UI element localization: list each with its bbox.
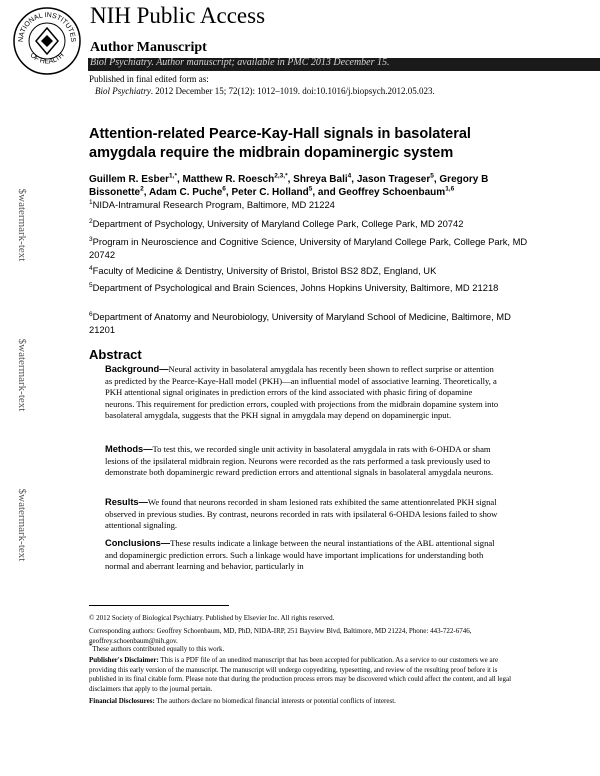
- author: Shreya Bali$^4$,: [293, 172, 357, 185]
- abstract-results: Results—We found that neurons recorded in sham lesioned rats exhibited the same attentionrelated PKH signal observed in previous studies. By contrast, neurons recorded in rats with ipsilateral 6-OHDA lesions failed to show attentional signaling.: [105, 497, 498, 530]
- affiliation: $^4$Faculty of Medicine & Dentistry, University of Bristol, Bristol BS2 8DZ, England, UK: [89, 264, 437, 276]
- copyright-note: © 2012 Society of Biological Psychiatry. Published by Elsevier Inc. All rights reserved.: [89, 614, 335, 622]
- citation-details: . 2012 December 15; 72(12): 1012–1019. doi:10.1016/j.biopsych.2012.05.023.: [150, 86, 435, 96]
- author: Gregory B Bissonette$^2$,: [89, 174, 489, 198]
- publisher-disclaimer: Publisher's Disclaimer: This is a PDF file of an unedited manuscript that has been accepted for publication. As a service to our customers we are providing this early version of the manuscript. The manuscript will undergo copyediting, typesetting, and review of the resulting proof before it is published in its final citable form. Please note that during the production process errors may be discovered which could affect the content, and all legal disclaimers that apply to the journal pertain.: [89, 656, 512, 693]
- affiliation: $^6$Department of Anatomy and Neurobiology, University of Maryland School of Medicine, Baltimore, MD 21201: [89, 310, 511, 335]
- equal-contribution-note: *These authors contributed equally to this work.: [89, 642, 225, 653]
- watermark-3: $watermark-text: [16, 488, 28, 562]
- header-journal-line: Biol Psychiatry. Author manuscript; available in PMC 2013 December 15.: [90, 57, 390, 68]
- seal-text-top: NATIONAL INSTITUTES: [17, 11, 77, 43]
- corresponding-authors: Corresponding authors: Geoffrey Schoenbaum, MD, PhD, NIDA-IRP, 251 Bayview Blvd, Baltimore, MD 21224, Phone: 443-722-6746, geoffrey.schoenbaum@nih.gov.: [89, 627, 472, 645]
- header-subtitle: Author Manuscript: [90, 40, 207, 55]
- seal-text-bottom: OF HEALTH: [28, 51, 66, 66]
- financial-disclosures: Financial Disclosures: The authors declare no biomedical financial interests or potential conflicts of interest.: [89, 697, 396, 705]
- header-title: NIH Public Access: [90, 3, 266, 28]
- published-label: Published in final edited form as:: [89, 74, 209, 84]
- footnote-rule: [89, 605, 229, 606]
- affiliation: $^1$NIDA-Intramural Research Program, Baltimore, MD 21224: [89, 198, 335, 210]
- abstract-heading: Abstract: [89, 347, 142, 362]
- affiliation: $^2$Department of Psychology, University of Maryland College Park, College Park, MD 20742: [89, 217, 464, 229]
- abstract-background: Background—Neural activity in basolateral amygdala has recently been shown to reflect surprise or attention as predicted by the Pearce-Kaye-Hall model (PKH)—an influential model of associative learning. Theoretically, a PKH attentional signal originates in prediction errors of the kind associated with phasic firing of dopamine neurons. This requirement for prediction errors, coupled with projections from the midbrain dopamine system into basolateral amygdala, suggests that the PKH signal in amygdala may depend on dopaminergic input.: [105, 364, 499, 420]
- article-title: Attention-related Pearce-Kay-Hall signals in basolateral amygdala require the midbrain dopaminergic system: [89, 126, 471, 161]
- author: Guillem R. Esber$^{1,*}$,: [89, 172, 183, 185]
- journal-name: Biol Psychiatry: [95, 86, 151, 96]
- author: Adam C. Puche$^6$,: [148, 185, 232, 198]
- author: Matthew R. Roesch$^{2,3,*}$,: [182, 172, 294, 185]
- author-list: [89, 173, 529, 199]
- author: Geoffrey Schoenbaum$^{1,6}$: [338, 185, 455, 198]
- author: Peter C. Holland$^5$, and: [231, 185, 339, 198]
- published-citation: [95, 86, 435, 96]
- affiliation: $^3$Program in Neuroscience and Cognitive Science, University of Maryland College Park, College Park, MD 20742: [89, 235, 528, 260]
- affiliation: $^5$Department of Psychological and Brain Sciences, Johns Hopkins University, Baltimore, MD 21218: [89, 281, 499, 293]
- abstract-conclusions: Conclusions—These results indicate a linkage between the neural instantiations of the ABL attentional signal and dopaminergic prediction errors. Such a linkage would have important implications for understanding both normal and aberrant learning and behavior, particularly in: [105, 538, 495, 571]
- watermark-1: $watermark-text: [16, 188, 28, 262]
- nih-seal-logo: [12, 6, 82, 76]
- watermark-2: $watermark-text: [16, 338, 28, 412]
- abstract-methods: Methods—To test this, we recorded single unit activity in basolateral amygdala in rats with 6-OHDA or sham lesions of the ipsilateral midbrain region. Neurons were recorded as the rats performed a task previously used to demonstrate both dopaminergic reward prediction errors and attentional signals in basolateral amygdala neurons.: [105, 444, 494, 477]
- author: Jason Trageser$^5$,: [356, 172, 440, 185]
